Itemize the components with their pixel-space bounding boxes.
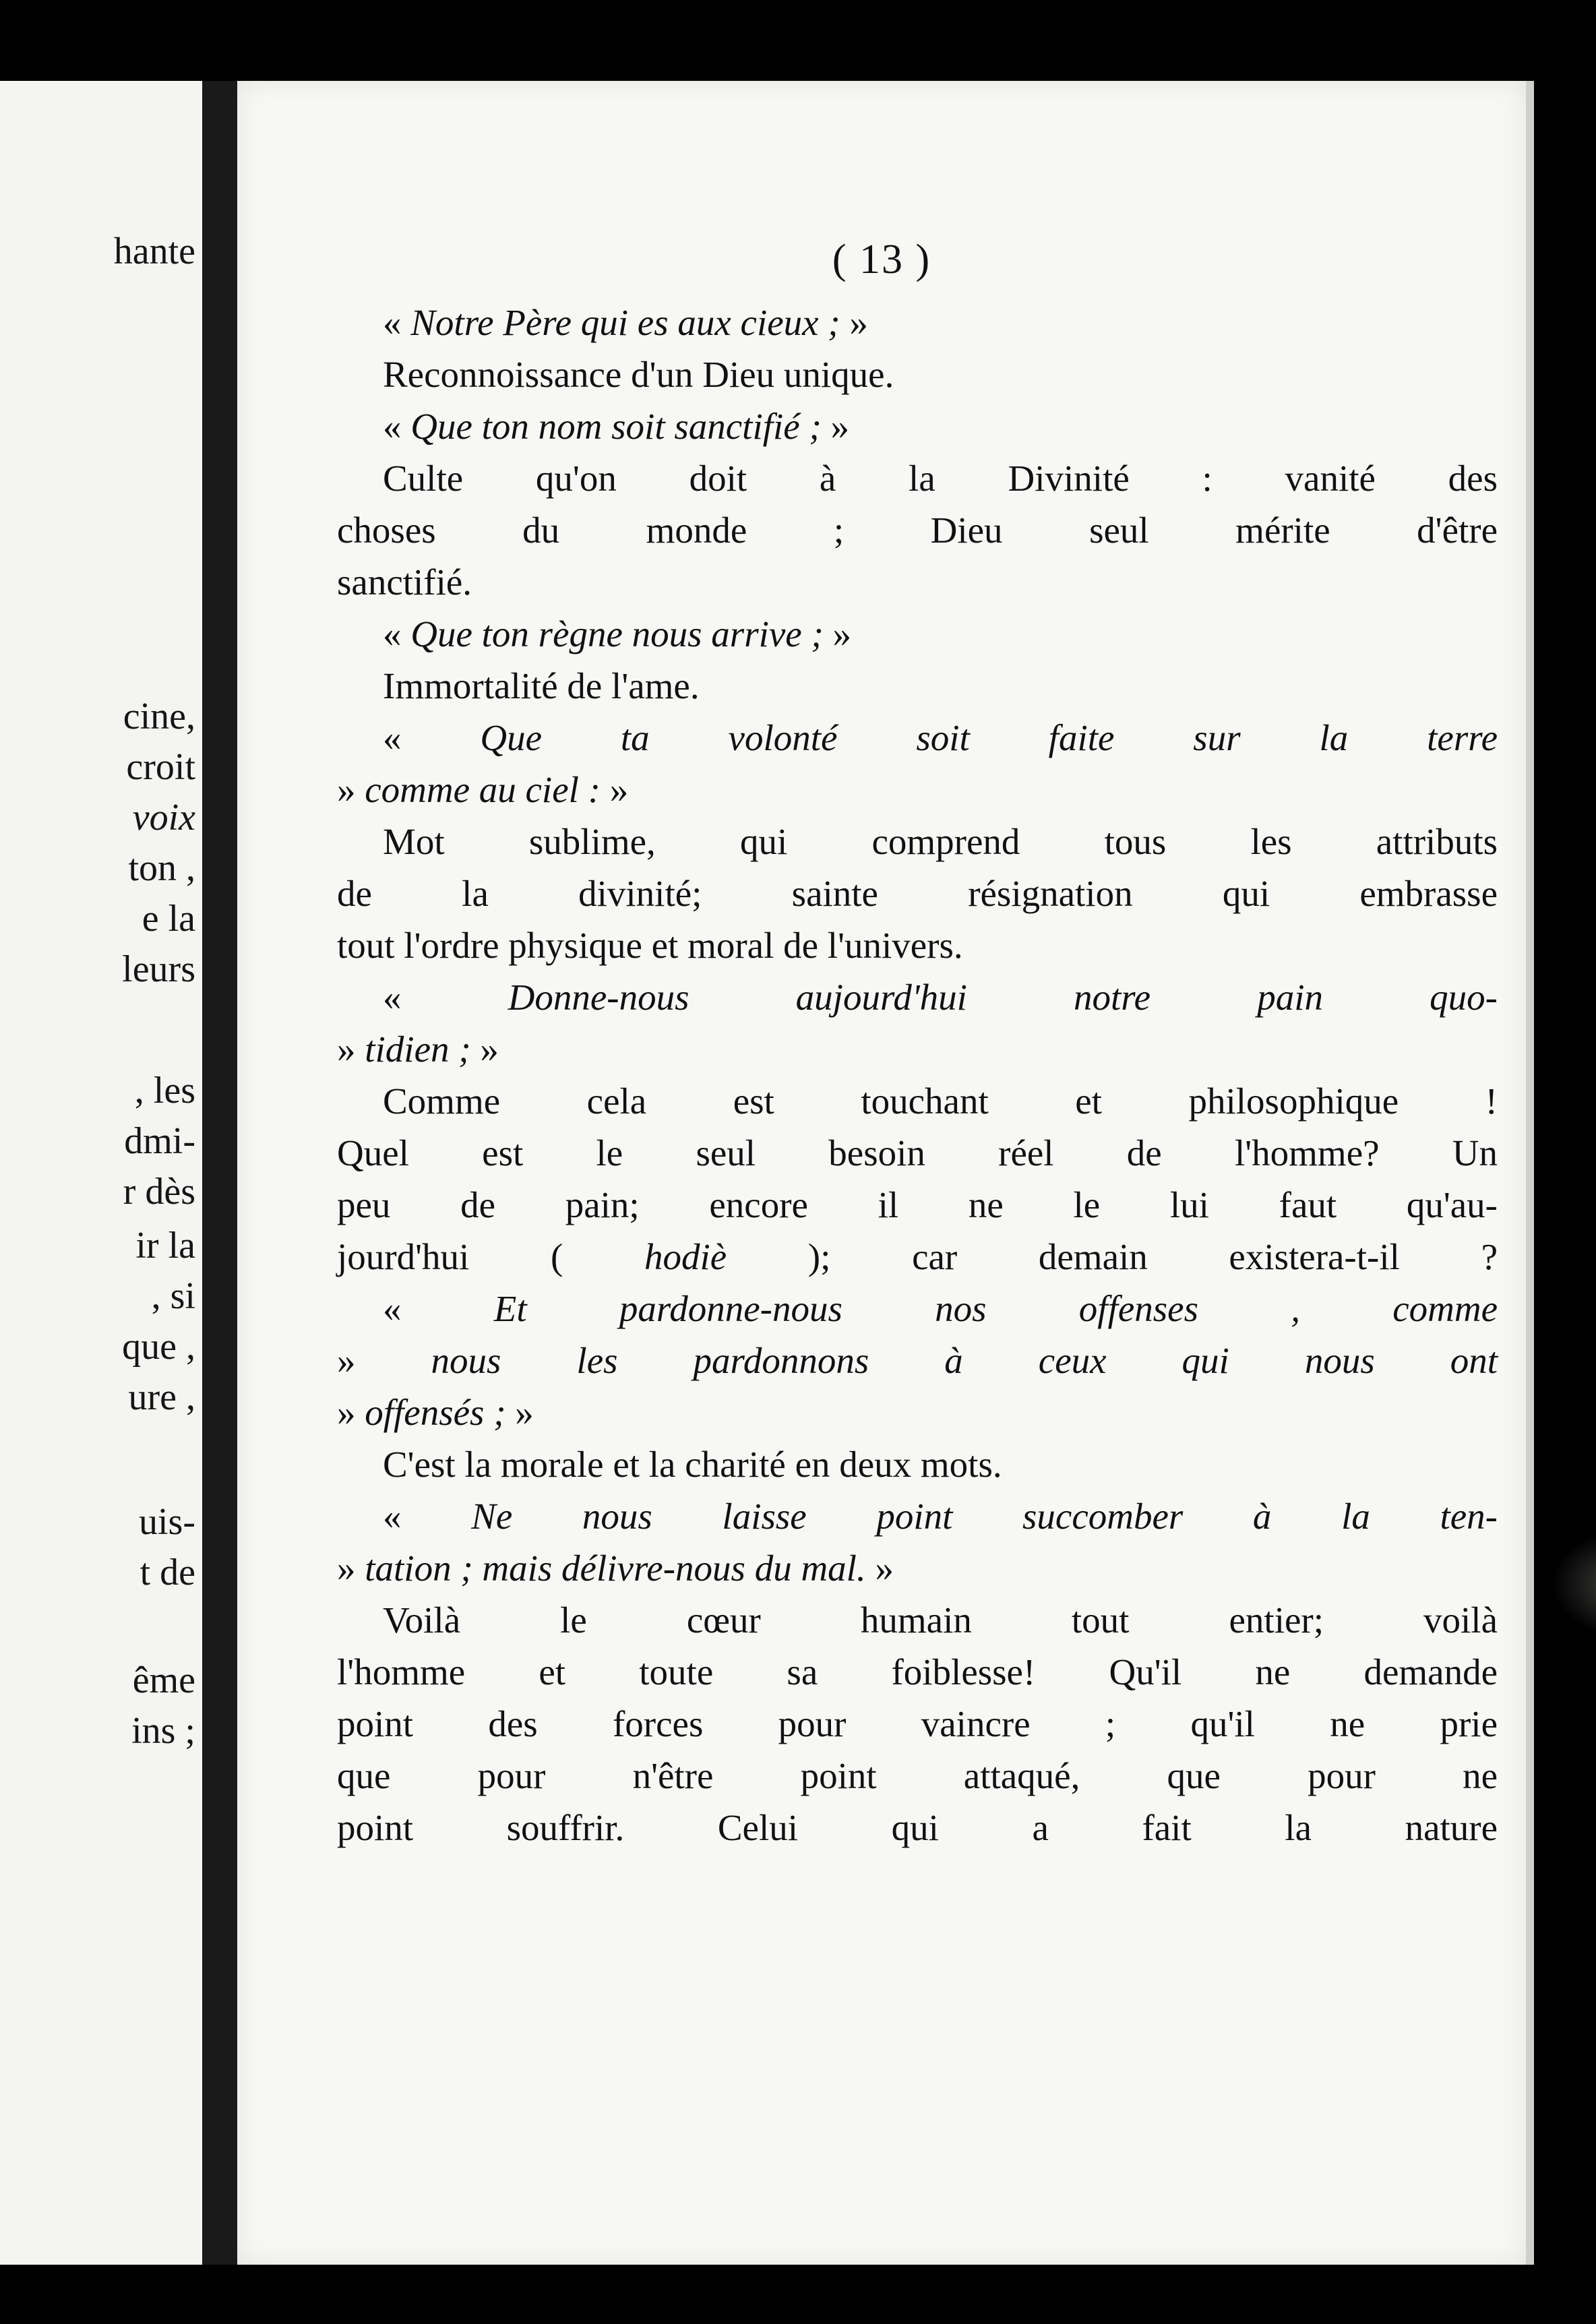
text-segment: « — [383, 302, 411, 343]
italic-segment: Donne-nous aujourd'hui notre pain quo- — [508, 977, 1498, 1018]
facing-page-text: e la — [142, 898, 195, 940]
text-segment: « — [383, 613, 411, 654]
page-number: ( 13 ) — [832, 237, 931, 282]
text-segment: » — [823, 613, 852, 654]
text-line — [337, 1075, 1498, 1127]
text-segment: ); car demain existera-t-il ? — [727, 1236, 1498, 1277]
italic-segment: Que ton règne nous arrive ; — [410, 613, 824, 654]
facing-page-text: ins ; — [131, 1710, 195, 1752]
text-line — [337, 867, 1498, 919]
text-line — [337, 1646, 1498, 1698]
text-segment: » — [337, 769, 365, 810]
text-segment: » — [337, 1029, 365, 1070]
text-line — [337, 1283, 1498, 1335]
text-segment: « — [383, 406, 411, 447]
text-line — [337, 1179, 1498, 1231]
text-line — [337, 764, 1498, 816]
page-text-block — [337, 297, 1498, 1854]
text-segment: « — [383, 1496, 472, 1537]
text-line — [337, 1802, 1498, 1854]
italic-segment: nous les pardonnons à ceux qui nous ont — [431, 1340, 1498, 1381]
text-line — [337, 1231, 1498, 1283]
text-line — [337, 919, 1498, 971]
text-segment: « — [383, 1288, 494, 1329]
text-line — [337, 452, 1498, 504]
text-line — [337, 556, 1498, 608]
text-line — [337, 1750, 1498, 1802]
facing-page-text: t de — [140, 1552, 195, 1593]
facing-page-text: hante — [113, 231, 195, 272]
text-line — [337, 1542, 1498, 1594]
text-segment: » — [337, 1340, 431, 1381]
text-line — [337, 1438, 1498, 1490]
facing-page-text: croit — [126, 746, 195, 788]
text-segment: Culte qu'on doit à la Divinité : vanité des — [383, 458, 1498, 499]
text-line — [337, 1490, 1498, 1542]
text-segment: » — [840, 302, 868, 343]
text-line — [337, 1594, 1498, 1646]
text-segment: « — [383, 717, 481, 758]
text-segment: sanctifié. — [337, 561, 472, 603]
paper-stain — [1552, 1530, 1596, 1638]
facing-page-text: ure , — [128, 1376, 195, 1418]
italic-segment: Que ton nom soit sanctifié ; — [410, 406, 822, 447]
text-segment: de la divinité; sainte résignation qui embrasse — [337, 873, 1498, 914]
text-segment: peu de pain; encore il ne le lui faut qu'au- — [337, 1184, 1498, 1225]
text-line — [337, 504, 1498, 556]
text-line — [337, 1335, 1498, 1386]
text-line — [337, 1698, 1498, 1750]
text-segment: Reconnoissance d'un Dieu unique. — [383, 354, 894, 395]
text-segment: » — [821, 406, 850, 447]
text-segment: » — [470, 1029, 499, 1070]
italic-segment: tation ; mais délivre-nous du mal. — [365, 1548, 866, 1589]
book-page — [237, 81, 1526, 2265]
text-segment: tout l'ordre physique et moral de l'univers. — [337, 925, 963, 966]
text-segment: choses du monde ; Dieu seul mérite d'être — [337, 510, 1498, 551]
text-segment: » — [337, 1548, 365, 1589]
text-line — [337, 608, 1498, 660]
italic-segment: tidien ; — [365, 1029, 471, 1070]
book-gutter — [202, 81, 237, 2265]
facing-page-text: cine, — [123, 696, 195, 737]
facing-page-text: leurs — [122, 948, 195, 990]
text-line — [337, 297, 1498, 348]
text-segment: point des forces pour vaincre ; qu'il ne prie — [337, 1703, 1498, 1744]
text-line — [337, 400, 1498, 452]
text-line — [337, 348, 1498, 400]
facing-page-text: r dès — [123, 1171, 195, 1213]
facing-page-fragment — [0, 81, 202, 2265]
text-line — [337, 712, 1498, 764]
facing-page-text: uis- — [139, 1501, 195, 1543]
facing-page-text: dmi- — [124, 1120, 195, 1162]
italic-segment: comme au ciel : — [365, 769, 601, 810]
italic-segment: hodiè — [644, 1236, 727, 1277]
italic-segment: Ne nous laisse point succomber à la ten- — [471, 1496, 1498, 1537]
text-segment: » — [505, 1392, 534, 1433]
italic-segment: offensés ; — [365, 1392, 506, 1433]
italic-segment: Et pardonne-nous nos offenses , comme — [493, 1288, 1498, 1329]
text-segment: Immortalité de l'ame. — [383, 665, 700, 706]
text-line — [337, 971, 1498, 1023]
text-line — [337, 1386, 1498, 1438]
text-segment: Comme cela est touchant et philosophique ! — [383, 1080, 1498, 1122]
text-segment: l'homme et toute sa foiblesse! Qu'il ne demande — [337, 1651, 1498, 1692]
italic-segment: Que ta volonté soit faite sur la terre — [480, 717, 1498, 758]
text-line — [337, 660, 1498, 712]
text-segment: point souffrir. Celui qui a fait la nature — [337, 1807, 1498, 1848]
facing-page-text: ême — [132, 1659, 195, 1701]
text-segment: jourd'hui ( — [337, 1236, 644, 1277]
italic-segment: Notre Père qui es aux cieux ; — [410, 302, 840, 343]
text-line — [337, 1023, 1498, 1075]
facing-page-text: voix — [132, 797, 195, 838]
facing-page-text: que , — [122, 1326, 195, 1368]
page-edge — [1526, 81, 1534, 2265]
text-segment: C'est la morale et la charité en deux mots. — [383, 1444, 1002, 1485]
facing-page-text: ton , — [128, 847, 195, 889]
facing-page-text: , si — [151, 1275, 195, 1317]
text-segment: Voilà le cœur humain tout entier; voilà — [383, 1599, 1498, 1641]
text-line — [337, 1127, 1498, 1179]
text-segment: » — [337, 1392, 365, 1433]
text-segment: » — [600, 769, 629, 810]
text-line — [337, 816, 1498, 867]
text-segment: que pour n'être point attaqué, que pour ne — [337, 1755, 1498, 1796]
text-segment: » — [865, 1548, 894, 1589]
text-segment: Mot sublime, qui comprend tous les attributs — [383, 821, 1498, 862]
text-segment: « — [383, 977, 508, 1018]
facing-page-text: , les — [134, 1070, 195, 1111]
facing-page-text: ir la — [135, 1225, 195, 1266]
text-segment: Quel est le seul besoin réel de l'homme? Un — [337, 1132, 1498, 1173]
